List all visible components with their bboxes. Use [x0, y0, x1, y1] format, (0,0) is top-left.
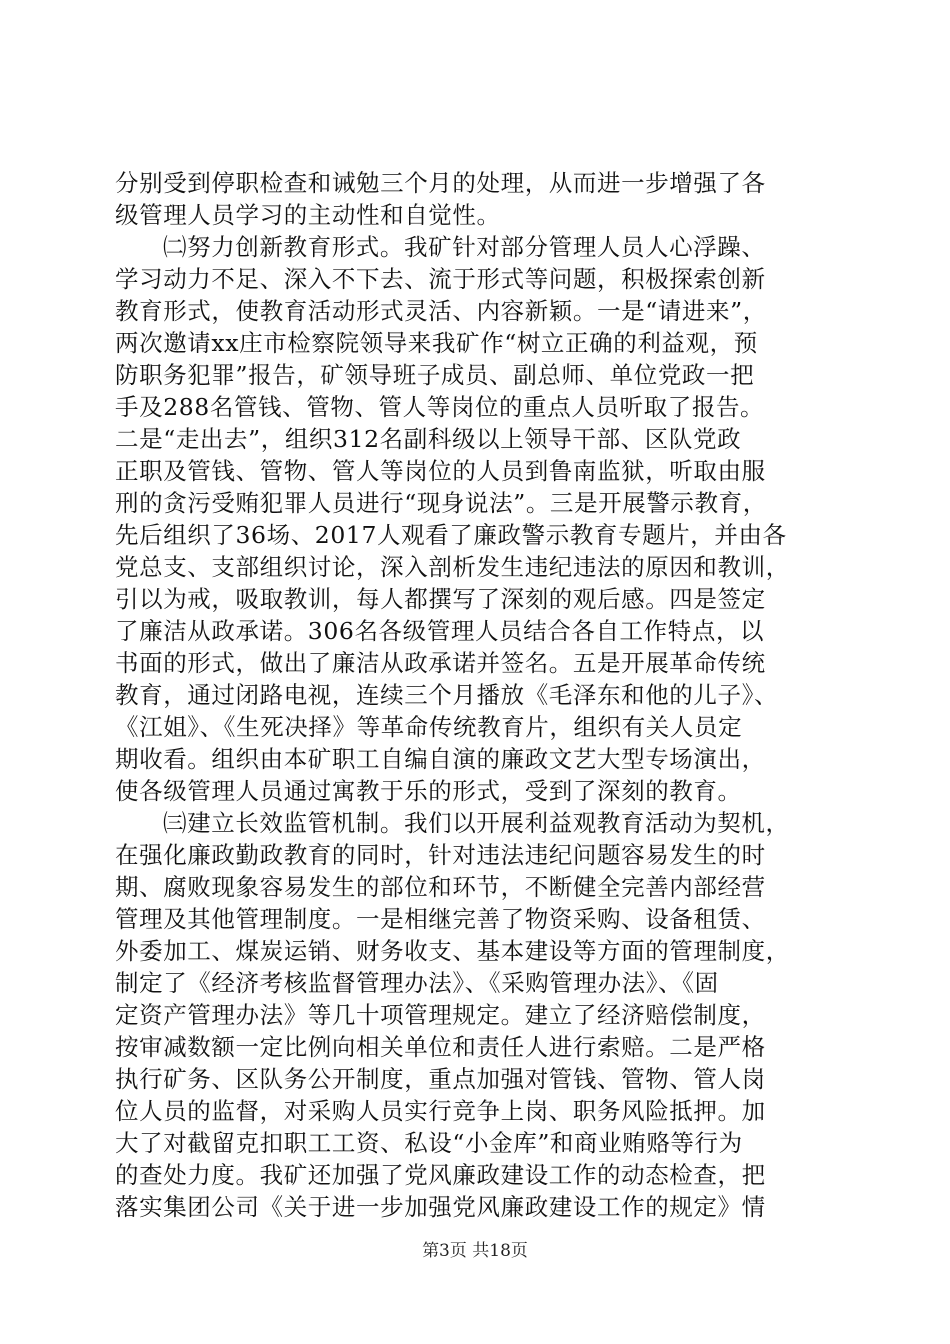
- text-line: 引以为戒，吸取教训，每人都撰写了深刻的观后感。四是签定: [115, 585, 766, 613]
- text-line: 使各级管理人员通过寓教于乐的形式，受到了深刻的教育。: [115, 777, 742, 805]
- text-line: 管理及其他管理制度。一是相继完善了物资采购、设备租赁、: [115, 905, 766, 933]
- text-line: 分别受到停职检查和诫勉三个月的处理，从而进一步增强了各: [115, 169, 766, 197]
- text-line: 执行矿务、区队务公开制度，重点加强对管钱、管物、管人岗: [115, 1065, 766, 1093]
- text-line: 党总支、支部组织讨论，深入剖析发生违纪违法的原因和教训，: [115, 553, 790, 581]
- text-line: 教育形式，使教育活动形式灵活、内容新颖。一是“请进来”，: [115, 297, 767, 325]
- text-line: 的查处力度。我矿还加强了党风廉政建设工作的动态检查，把: [115, 1161, 766, 1189]
- text-line: 期、腐败现象容易发生的部位和环节，不断健全完善内部经营: [115, 873, 766, 901]
- text-line: 在强化廉政勤政教育的同时，针对违法违纪问题容易发生的时: [115, 841, 766, 869]
- page-footer: 第3页 共18页: [422, 1241, 528, 1261]
- text-line: 定资产管理办法》等几十项管理规定。建立了经济赔偿制度，: [115, 1001, 766, 1029]
- text-line: 外委加工、煤炭运销、财务收支、基本建设等方面的管理制度，: [115, 937, 790, 965]
- text-line: 两次邀请xx庄市检察院领导来我矿作“树立正确的利益观，预: [115, 329, 758, 357]
- text-line: 刑的贪污受贿犯罪人员进行“现身说法”。三是开展警示教育，: [115, 489, 767, 517]
- text-line: 大了对截留克扣职工工资、私设“小金库”和商业贿赂等行为: [115, 1129, 743, 1157]
- text-line: 了廉洁从政承诺。306名各级管理人员结合各自工作特点，以: [115, 617, 765, 645]
- text-line: 正职及管钱、管物、管人等岗位的人员到鲁南监狱，听取由服: [115, 457, 766, 485]
- text-line: 按审减数额一定比例向相关单位和责任人进行索赔。二是严格: [115, 1033, 766, 1061]
- text-line: 期收看。组织由本矿职工自编自演的廉政文艺大型专场演出，: [115, 745, 766, 773]
- text-line: 手及288名管钱、管物、管人等岗位的重点人员听取了报告。: [115, 393, 765, 421]
- text-line: 教育，通过闭路电视，连续三个月播放《毛泽东和他的儿子》、: [115, 681, 779, 709]
- text-line: 《江姐》、《生死决择》等革命传统教育片，组织有关人员定: [115, 713, 743, 741]
- text-line: 防职务犯罪”报告，矿领导班子成员、副总师、单位党政一把: [115, 361, 755, 389]
- text-line: 先后组织了36场、2017人观看了廉政警示教育专题片，并由各: [115, 521, 787, 549]
- text-line: 书面的形式，做出了廉洁从政承诺并签名。五是开展革命传统: [115, 649, 766, 677]
- text-line: 制定了《经济考核监督管理办法》、《采购管理办法》、《固: [115, 969, 719, 997]
- text-line: 学习动力不足、深入不下去、流于形式等问题，积极探索创新: [115, 265, 766, 293]
- text-line: 落实集团公司《关于进一步加强党风廉政建设工作的规定》情: [115, 1193, 766, 1221]
- paragraph-first-line: ㈢建立长效监管机制。我们以开展利益观教育活动为契机，: [163, 809, 790, 837]
- text-line: 二是“走出去”，组织312名副科级以上领导干部、区队党政: [115, 425, 742, 453]
- text-line: 位人员的监督，对采购人员实行竞争上岗、职务风险抵押。加: [115, 1097, 766, 1125]
- text-line: 级管理人员学习的主动性和自觉性。: [115, 201, 501, 229]
- document-body: [115, 167, 845, 1223]
- paragraph-first-line: ㈡努力创新教育形式。我矿针对部分管理人员人心浮躁、: [163, 233, 766, 261]
